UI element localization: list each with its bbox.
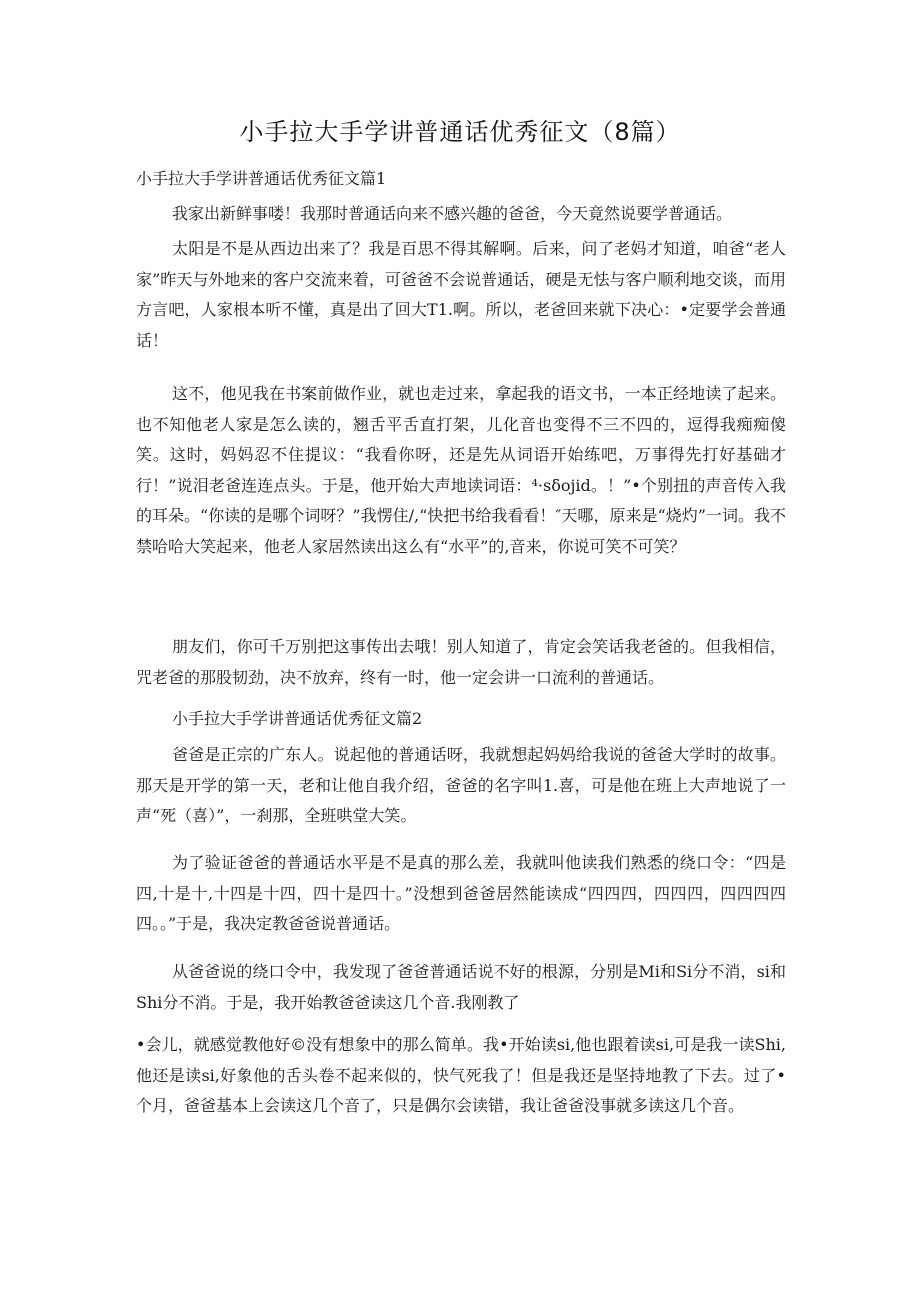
paragraph: 为了验证爸爸的普通话水平是不是真的那么差，我就叫他读我们熟悉的绕口令：“四是四,十是十,十四是十四，四十是四十。”没想到爸爸居然能读成“四四四，四四四，四四四四四。。”于是，我决定教爸爸说普通话。 [136,853,786,933]
paragraph: 朋友们，你可千万别把这事传出去哦！别人知道了，肯定会笑话我老爸的。但我相信，咒老爸的那股韧劲，决不放弃，终有一时，他一定会讲一口流利的普通话。 [136,637,786,687]
paragraph: 这不，他见我在书案前做作业，就也走过来，拿起我的语文书，一本正经地读了起来。也不知他老人家是怎么读的，翘舌平舌直打架，儿化音也变得不三不四的，逗得我痴痴傻笑。这时，妈妈忍不住提议：“我看你呀，还是先从词语开始练吧，万事得先打好基础才行！”说泪老爸连连点头。于是，他开始大声地读词语：⁴·sδojid。！”•个别扭的声音传入我的耳朵。“你读的是哪个词呀？”我愣住/,“快把书给我看看！″天哪，原来是“烧灼”一词。我不禁哈哈大笑起来，他老人家居然读出这么有“水平”的,音来，你说可笑不可笑？ [136,384,786,556]
paragraph: •会儿，就感觉教他好©没有想象中的那么简单。我•开始读si,他也跟着读si,可是我一读Shi,他还是读si,好象他的舌头卷不起来似的，快气死我了！但是我还是坚持地教了下去。过了•个月，爸爸基本上会读这几个音了，只是偶尔会读错，我让爸爸没事就多读这几个音。 [136,1035,786,1115]
document-title: 小手拉大手学讲普通话优秀征文（8篇） [239,118,681,146]
section-heading-2: 小手拉大手学讲普通话优秀征文篇2 [172,709,423,728]
paragraph: 我家出新鲜事喽！我那时普通话向来不感兴趣的爸爸，今天竟然说要学普通话。 [172,204,733,223]
paragraph: 从爸爸说的绕口令中，我发现了爸爸普通话说不好的根源，分别是Mi和Si分不消，si和Shi分不消。于是，我开始教爸爸读这几个音.我刚教了 [136,962,786,1012]
section-heading-1: 小手拉大手学讲普通话优秀征文篇1 [136,169,387,188]
paragraph: 爸爸是正宗的广东人。说起他的普通话呀，我就想起妈妈给我说的爸爸大学时的故事。那天是开学的第一天，老和让他自我介绍，爸爸的名字叫1.喜，可是他在班上大声地说了一声“死（喜）”，一刹那，全班哄堂大笑。 [136,745,786,825]
paragraph: 太阳是不是从西边出来了？我是百思不得其解啊。后来，问了老妈才知道，咱爸“老人家”昨天与外地来的客户交流来着，可爸爸不会说普通话，硬是无怯与客户顺利地交谈，而用方言吧，人家根本听不懂，真是出了回大T1.啊。所以，老爸回来就下决心：•定要学会普通话！ [136,239,786,350]
